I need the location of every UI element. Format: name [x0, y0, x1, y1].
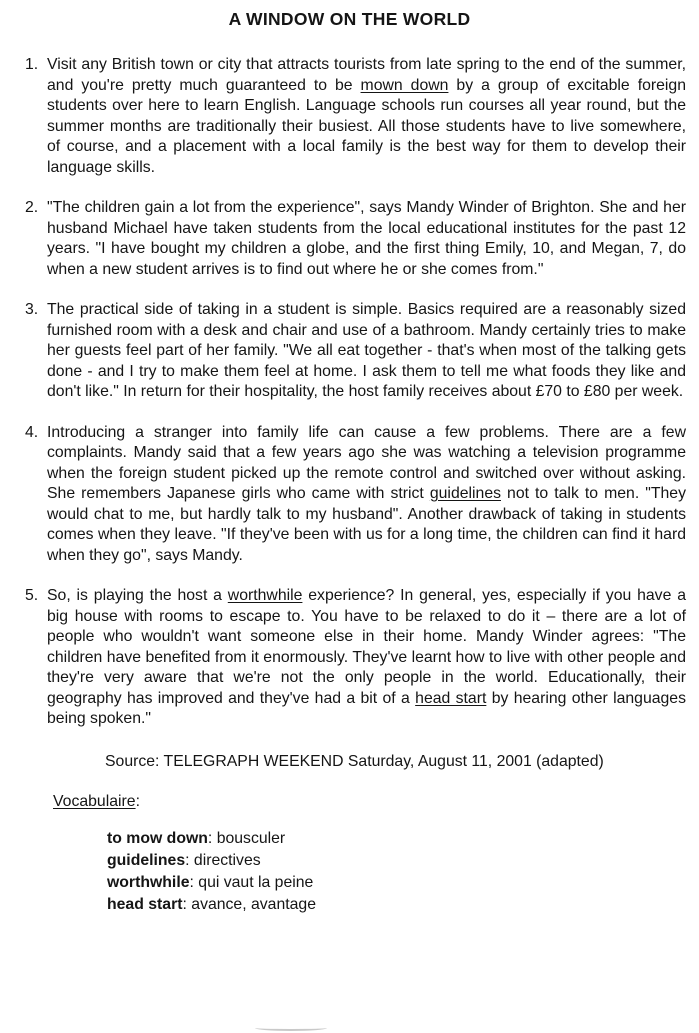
vocab-separator: :	[182, 895, 192, 913]
paragraph-2-number: 2.	[25, 199, 39, 216]
paragraph-4	[0, 423, 699, 567]
text-segment: So, is playing the host a	[47, 587, 228, 604]
paragraph-3-number: 3.	[25, 301, 39, 318]
paragraph-3	[0, 300, 699, 403]
vocab-definition: qui vaut la peine	[198, 873, 314, 891]
paragraph-1	[0, 55, 699, 178]
text-segment: "The children gain a lot from the experience", says Mandy Winder of Brighton. She and her husband Michael have taken students from the local educational institutes for the past 12 years. "I have bought my children a globe, and the first thing Emily, 10, and Megan, 7, do when a new student arrives is to find out where he or she comes from."	[47, 199, 686, 278]
source-line: Source: TELEGRAPH WEEKEND Saturday, August 11, 2001 (adapted)	[105, 752, 604, 770]
vocab-list	[107, 828, 699, 916]
paragraph-1-number: 1.	[25, 56, 39, 73]
underlined-term-guidelines: guidelines	[429, 485, 501, 502]
paragraph-3-text	[47, 300, 686, 403]
vocab-heading-colon: :	[135, 793, 140, 810]
text-segment: not to talk to men. "They would chat to me, but hardly talk to my husband". Another drawback of taking in students comes when they leave. "If they've been with us for a long time, the children can find it hard when they go", says Mandy.	[47, 485, 686, 564]
vocab-definition: directives	[193, 851, 261, 869]
vocab-separator: :	[185, 851, 194, 869]
paragraph-4-text	[47, 423, 686, 567]
paragraph-5-number: 5.	[25, 587, 39, 604]
paragraph-1-text	[47, 55, 686, 178]
vocab-entry-mow-down	[107, 828, 699, 850]
vocab-entry-head-start	[107, 894, 699, 916]
vocab-term: guidelines	[107, 851, 186, 869]
text-segment: by a group of excitable foreign students over here to learn English. Language schools run courses all year round, but the summer months are traditionally their busiest. All those students have to live somewhere, of course, and a placement with a local family is the best way for them to develop their language skills.	[47, 76, 686, 176]
vocab-definition: avance, avantage	[191, 895, 316, 913]
paragraph-4-number: 4.	[25, 423, 39, 441]
vocab-term: to mow down	[107, 829, 208, 847]
text-segment: by hearing other languages being spoken."	[47, 689, 686, 727]
underlined-term-head-start: head start	[415, 689, 487, 707]
paragraph-2-text	[47, 198, 686, 280]
vocab-definition: bousculer	[216, 829, 286, 847]
vocab-separator: :	[207, 829, 217, 847]
underlined-term-worthwhile: worthwhile	[227, 587, 303, 604]
vocab-separator: :	[189, 873, 199, 891]
text-segment: Introducing a stranger into family life can cause a few problems. There are a few complaints. Mandy said that a few years ago she was watching a television programme when the foreign student picked up the remote control and switched over without asking. She remembers Japanese girls who came with strict	[47, 423, 686, 502]
vocab-heading	[53, 792, 699, 813]
scan-artifact	[255, 1025, 327, 1031]
underlined-term-mown-down: mown down	[360, 76, 449, 94]
paragraph-2	[0, 198, 699, 280]
paragraph-5	[0, 586, 699, 730]
vocab-term: worthwhile	[107, 873, 190, 891]
text-segment: Visit any British town or city that attracts tourists from late spring to the end of the summer, and you're pretty much guaranteed to be	[47, 56, 686, 94]
text-segment: The practical side of taking in a student is simple. Basics required are a reasonably sized furnished room with a desk and chair and use of a bathroom. Mandy certainly tries to make her guests feel part of her family. "We all eat together - that's when most of the talking gets done - and I try to make them feel at home. I ask them to tell me what foods they like and don't like." In return for their hospitality, the host family receives about £70 to £80 per week.	[47, 301, 686, 400]
vocab-entry-guidelines	[107, 850, 699, 872]
text-segment: experience? In general, yes, especially if you have a big house with rooms to escape to. You have to be relaxed to do it – there are a lot of people who wouldn't want someone else in their home. Mandy Winder agrees: "The children have benefited from it enormously. They've learnt how to live with other people and they're very aware that we're not the only people in the world. Educationally, their geography has improved and they've had a bit of a	[47, 587, 686, 707]
page-title: A WINDOW ON THE WORLD	[228, 9, 471, 29]
vocab-heading-word: Vocabulaire	[53, 793, 136, 810]
vocab-term: head start	[107, 895, 183, 913]
paragraph-5-text	[47, 586, 686, 730]
vocab-entry-worthwhile	[107, 872, 699, 894]
